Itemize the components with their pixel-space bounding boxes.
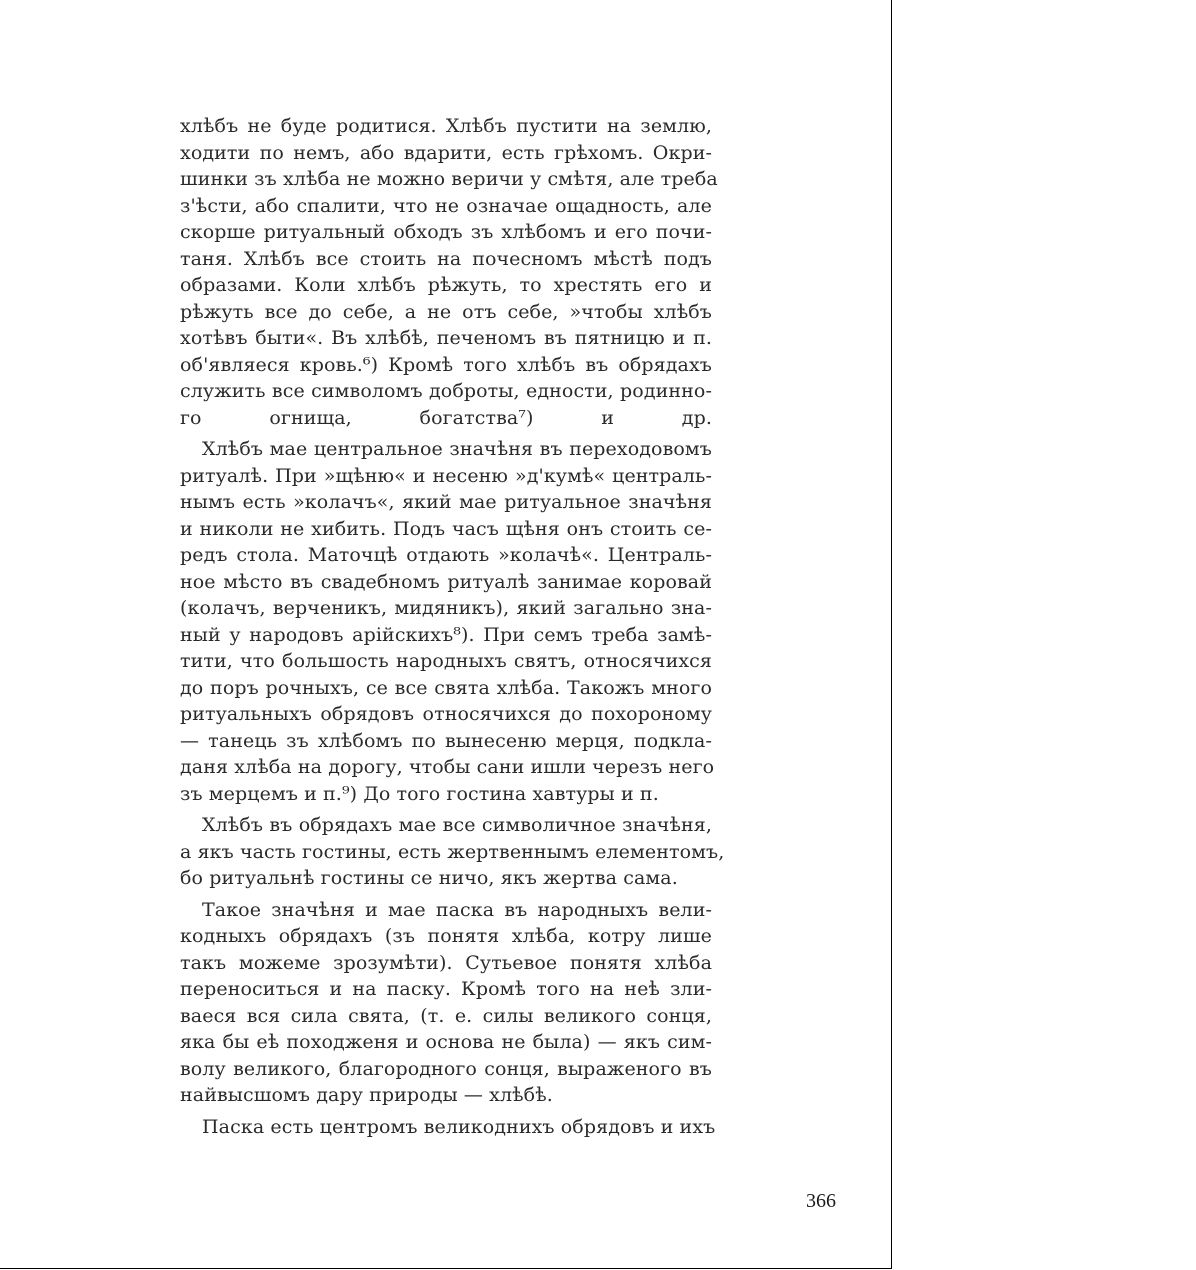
text-line: ритуалѣ. При »щѣню« и несеню »д'кумѣ« централь- [180,464,712,487]
text-line: даня хлѣба на дорогу, чтобы сани ишли черезъ него [180,756,715,778]
text-line: рѣжуть все до себе, а не отъ себе, »чтобы хлѣбъ [180,300,712,323]
text-line: — танець зъ хлѣбомъ по вынесеню мерця, подкла- [180,729,712,752]
text-line: такъ можеме зрозумѣти). Сутьевое понятя хлѣба [180,951,712,974]
paragraph [180,812,725,892]
text-line: бо ритуальнѣ гостины се ничо, якъ жертва сама. [180,867,678,889]
text-line: ное мѣсто въ свадебномъ ритуалѣ занимае коровай [180,570,712,593]
text-line: образами. Коли хлѣбъ рѣжуть, то хрестять его и [180,274,712,296]
paragraph [180,113,718,431]
text-line: об'являеся кровь.⁶) Кромѣ того хлѣбъ въ обрядахъ [180,353,712,376]
text-line: зъ мерцемъ и п.⁹) До того гостина хавтуры и п. [180,782,659,805]
text-line: таня. Хлѣбъ все стоить на почесномъ мѣстѣ подъ [180,247,712,270]
text-line: кодныхъ обрядахъ (зъ понятя хлѣба, котру лише [180,925,712,947]
text-line: ваеся вся сила свята, (т. е. силы великого сонця, [180,1004,712,1027]
text-line: скорше ритуальный обходъ зъ хлѣбомъ и его почи- [180,221,712,243]
text-line: (колачъ, верченикъ, мидяникъ), який загально зна- [180,597,712,619]
text-line: хотѣвъ быти«. Въ хлѣбѣ, печеномъ въ пятницю и п. [180,327,712,349]
text-line: з'ѣсти, або спалити, что не означае ощадность, але [180,194,712,217]
paragraph [180,436,715,807]
text-line: Такое значѣня и мае паска въ народныхъ вели- [202,898,712,921]
text-line: и николи не хибить. Подъ часъ щѣня онъ стоить се- [180,517,712,540]
text-line: нымъ есть »колачъ«, який мае ритуальное значѣня [180,491,712,513]
text-line: Хлѣбъ мае центральное значѣня въ переходовомъ [202,438,712,460]
text-line: служить все символомъ доброты, едности, родинно- [180,380,712,402]
text-line: а якъ часть гостины, есть жертвеннымъ елементомъ, [180,840,725,863]
text-line: яка бы еѣ походженя и основа не была) — якъ сим- [180,1031,712,1053]
text-line: го огнища, богатства⁷) и др. [180,406,712,429]
paragraph [180,897,712,1109]
text-line: до поръ рочныхъ, се все свята хлѣба. Такожъ много [180,676,712,699]
text-line: найвысшомъ дару природы — хлѣбѣ. [180,1084,553,1106]
text-line: переноситься и на паску. Кромѣ того на неѣ зли- [180,978,712,1000]
page-number: 366 [806,1190,836,1212]
text-line: хлѣбъ не буде родитися. Хлѣбъ пустити на землю, [180,115,712,137]
text-line: Хлѣбъ въ обрядахъ мае все символичное значѣня, [202,814,712,836]
text-line: волу великого, благородного сонця, выраженого въ [180,1057,712,1080]
text-line: ходити по немъ, або вдарити, есть грѣхомъ. Окри- [180,141,712,164]
text-line: тити, что большость народныхъ святъ, относячихся [180,650,712,672]
text-line: шинки зъ хлѣба не можно веричи у смѣтя, але треба [180,168,718,190]
paragraph [180,1114,716,1141]
text-line: ный у народовъ арійскихъ⁸). При семъ треба замѣ- [180,623,712,646]
text-line: ритуальныхъ обрядовъ относячихся до похороному [180,703,712,725]
body-text [180,113,725,1145]
text-line: редъ стола. Маточцѣ отдають »колачѣ«. Централь- [180,544,712,566]
text-line: Паска есть центромъ великоднихъ обрядовъ и ихъ [202,1115,716,1138]
